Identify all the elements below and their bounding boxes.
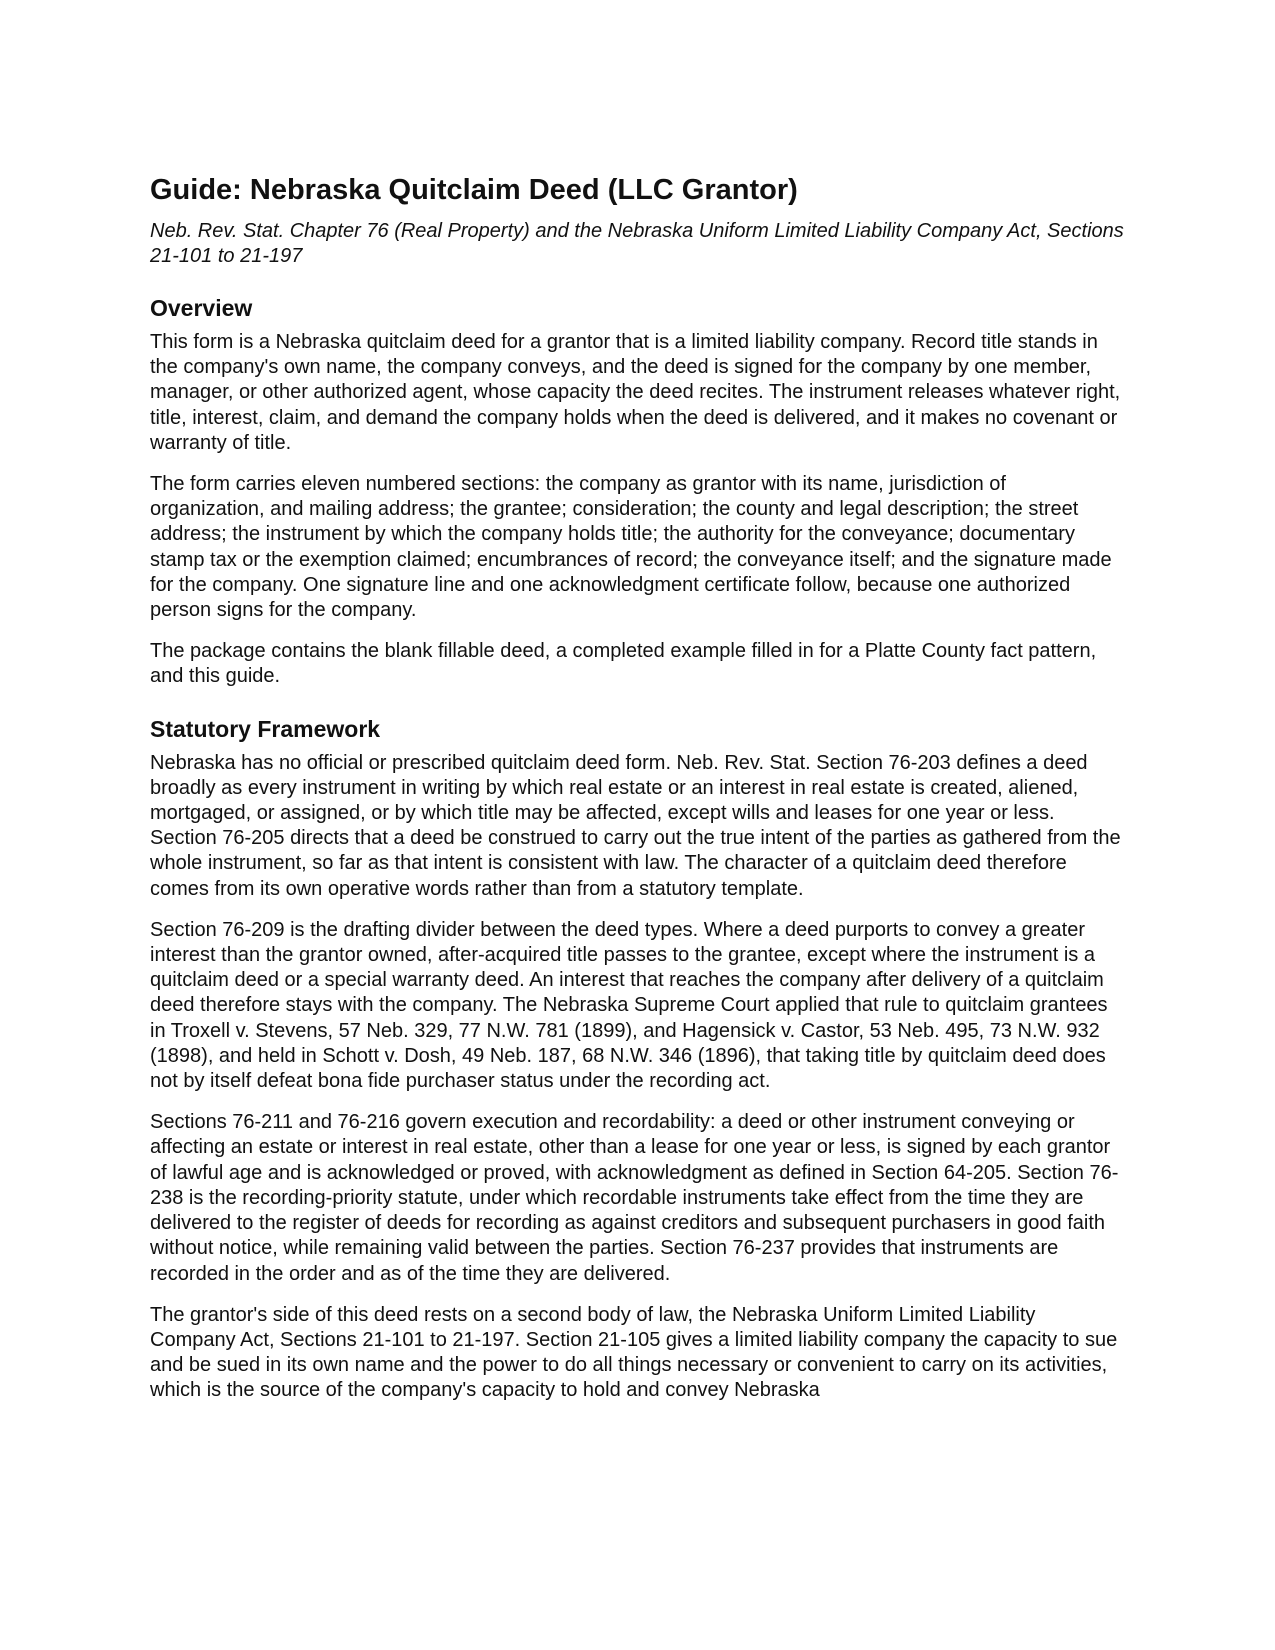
overview-paragraph-1: This form is a Nebraska quitclaim deed for a grantor that is a limited liability company. Record title stands in the company's own name, the company conveys, and the deed is signed for the company by one member, manager, or other authorized agent, whose capacity the deed recites. The instrument releases whatever right, title, interest, claim, and demand the company holds when the deed is delivered, and it makes no covenant or warranty of title.	[150, 331, 1121, 454]
statutory-paragraph-1: Nebraska has no official or prescribed quitclaim deed form. Neb. Rev. Stat. Section 76-203 defines a deed broadly as every instrument in writing by which real estate or an interest in real estate is created, aliened, mortgaged, or assigned, or by which title may be affected, except wills and leases for one year or less. Section 76-205 directs that a deed be construed to carry out the true intent of the parties as gathered from the whole instrument, so far as that intent is consistent with law. The character of a quitclaim deed therefore comes from its own operative words rather than from a statutory template.	[150, 751, 1121, 900]
statutory-paragraph-3: Sections 76-211 and 76-216 govern execution and recordability: a deed or other instrument conveying or affecting an estate or interest in real estate, other than a lease for one year or less, is signed by each grantor of lawful age and is acknowledged or proved, with acknowledgment as defined in Section 64-205. Section 76-238 is the recording-priority statute, under which recordable instruments take effect from the time they are delivered to the register of deeds for recording as against creditors and subsequent purchasers in good faith without notice, while remaining valid between the parties. Section 76-237 provides that instruments are recorded in the order and as of the time they are delivered.	[150, 1111, 1119, 1285]
document-page	[150, 172, 1126, 1404]
section-heading-statutory-framework: Statutory Framework	[150, 715, 381, 742]
overview-section	[150, 294, 1126, 690]
statutory-paragraph-4: The grantor's side of this deed rests on a second body of law, the Nebraska Uniform Limited Liability Company Act, Sections 21-101 to 21-197. Section 21-105 gives a limited liability company the capacity to sue and be sued in its own name and the power to do all things necessary or convenient to carry on its activities, which is the source of the company's capacity to hold and convey Nebraska	[150, 1303, 1118, 1402]
page-title: Guide: Nebraska Quitclaim Deed (LLC Grantor)	[150, 174, 798, 206]
overview-paragraph-3: The package contains the blank fillable deed, a completed example filled in for a Platte County fact pattern, and this guide.	[150, 640, 1097, 688]
statutory-paragraph-2: Section 76-209 is the drafting divider between the deed types. Where a deed purports to convey a greater interest than the grantor owned, after-acquired title passes to the grantee, except where the instrument is a quitclaim deed or a special warranty deed. An interest that reaches the company after delivery of a quitclaim deed therefore stays with the company. The Nebraska Supreme Court applied that rule to quitclaim grantees in Troxell v. Stevens, 57 Neb. 329, 77 N.W. 781 (1899), and Hagensick v. Castor, 53 Neb. 495, 73 N.W. 932 (1898), and held in Schott v. Dosh, 49 Neb. 187, 68 N.W. 346 (1896), that taking title by quitclaim deed does not by itself defeat bona fide purchaser status under the recording act.	[150, 918, 1108, 1093]
statutory-citation-subtitle: Neb. Rev. Stat. Chapter 76 (Real Property) and the Nebraska Uniform Limited Liability Company Act, Sections 21-101 to 21-197	[150, 220, 1124, 267]
statutory-framework-section	[150, 715, 1126, 1404]
section-heading-overview: Overview	[150, 295, 253, 321]
overview-paragraph-2: The form carries eleven numbered sections: the company as grantor with its name, jurisdiction of organization, and mailing address; the grantee; consideration; the county and legal description; the street address; the instrument by which the company holds title; the authority for the conveyance; documentary stamp tax or the exemption claimed; encumbrances of record; the conveyance itself; and the signature made for the company. One signature line and one acknowledgment certificate follow, because one authorized person signs for the company.	[150, 473, 1112, 622]
